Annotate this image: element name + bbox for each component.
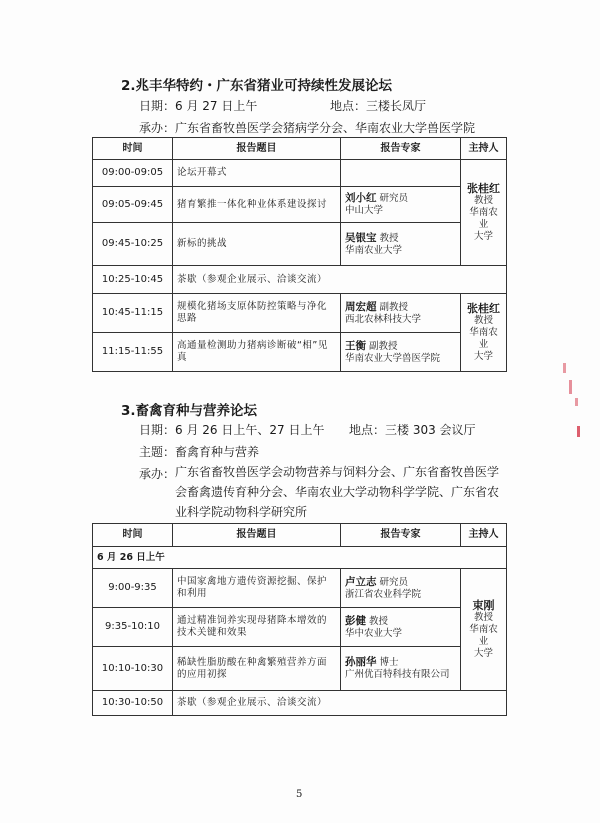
- stamp-mark: [569, 380, 572, 394]
- host-name: 束刚: [472, 598, 495, 612]
- date-label: 日期：: [139, 423, 176, 437]
- section2-title: 2.兆丰华特约・广东省猪业可持续性发展论坛: [121, 78, 393, 94]
- table-row: [93, 223, 507, 266]
- venue-label: 地点：: [349, 423, 386, 437]
- expert-title: 教授: [369, 615, 389, 627]
- table-row: [93, 569, 507, 608]
- row-time: 10:45-11:15: [93, 294, 173, 333]
- host-org-line2: 大学: [473, 647, 493, 659]
- row-expert: [341, 569, 461, 608]
- row-time: 11:15-11:55: [93, 333, 173, 372]
- row-time: 09:45-10:25: [93, 223, 173, 266]
- expert-name: 孙丽华: [345, 656, 377, 668]
- table-row-break: [93, 691, 507, 716]
- table-header-row: [93, 524, 507, 547]
- table-row: [93, 333, 507, 372]
- row-time: 09:00-09:05: [93, 160, 173, 187]
- stamp-mark: [575, 398, 578, 406]
- host-org-line2: 大学: [473, 350, 493, 362]
- row-topic: 稀缺性脂肪酸在种禽繁殖营养方面的应用初探: [173, 647, 341, 691]
- section3-organizer-label: 承办：: [139, 467, 176, 481]
- organizer-line: 广东省畜牧兽医学会动物营养与饲料分会、广东省畜牧兽医学: [175, 465, 500, 479]
- header-time: 时间: [93, 138, 173, 160]
- header-topic: 报告题目: [173, 138, 341, 160]
- row-topic: 茶歇（参观企业展示、洽谈交流）: [173, 266, 507, 294]
- table-row: [93, 608, 507, 647]
- expert-org: 中山大学: [345, 205, 384, 216]
- section3-theme: [139, 443, 259, 460]
- expert-name: 周宏超: [345, 300, 377, 313]
- row-time: 10:25-10:45: [93, 266, 173, 294]
- host-title: 教授: [473, 194, 493, 206]
- header-time: 时间: [93, 524, 173, 547]
- organizer-line: 会畜禽遗传育种分会、华南农业大学动物科学学院、广东省农: [175, 485, 500, 499]
- row-time: 10:30-10:50: [93, 691, 173, 716]
- row-topic: 规模化猪场支原体防控策略与净化思路: [173, 294, 341, 333]
- expert-name: 王衡: [345, 339, 366, 352]
- expert-org: 华南农业大学: [345, 244, 403, 256]
- row-topic: 中国家禽地方遗传资源挖掘、保护和利用: [173, 569, 341, 608]
- row-time: 9:35-10:10: [93, 608, 173, 647]
- page-number: 5: [296, 789, 303, 800]
- row-expert: [341, 223, 461, 266]
- stamp-mark: [563, 363, 566, 373]
- row-topic: 通过精准饲养实现母猪降本增效的技术关键和效果: [173, 608, 341, 647]
- expert-org: 广州优百特科技有限公司: [345, 669, 450, 680]
- section3-date: [139, 421, 324, 438]
- row-expert: [341, 333, 461, 372]
- table-date-row: [93, 547, 507, 569]
- host-title: 教授: [473, 611, 493, 623]
- table-row: [93, 187, 507, 223]
- host-name: 张桂红: [467, 301, 500, 315]
- venue-value: 三楼 303 会议厅: [385, 423, 476, 437]
- theme-label: 主题：: [139, 445, 176, 459]
- expert-name: 刘小红: [345, 192, 377, 204]
- section3-title: 3.畜禽育种与营养论坛: [121, 403, 258, 419]
- row-time: 9:00-9:35: [93, 569, 173, 608]
- row-expert: [341, 160, 461, 187]
- expert-title: 副教授: [379, 301, 409, 313]
- host-cell: [461, 160, 507, 266]
- expert-title: 教授: [379, 232, 399, 244]
- expert-org: 华南农业大学兽医学院: [345, 352, 441, 364]
- section2-venue: [330, 97, 426, 114]
- venue-value: 三楼长凤厅: [366, 99, 427, 113]
- row-topic: 茶歇（参观企业展示、洽谈交流）: [173, 691, 507, 716]
- expert-title: 副教授: [369, 340, 398, 352]
- row-topic: 猪育繁推一体化种业体系建设探讨: [173, 187, 341, 223]
- host-org-line1: 华南农业: [469, 623, 498, 647]
- header-host: 主持人: [461, 138, 507, 160]
- venue-label: 地点：: [330, 99, 367, 113]
- section3-organizer-text: [175, 462, 515, 522]
- table-row: [93, 647, 507, 691]
- header-expert: 报告专家: [341, 524, 461, 547]
- row-expert: [341, 294, 461, 333]
- host-org-line1: 华南农业: [469, 206, 498, 230]
- row-topic: 高通量检测助力猪病诊断破“相”见真: [173, 333, 341, 372]
- organizer-label: 承办：: [139, 121, 176, 135]
- section3-schedule-table: [92, 523, 507, 716]
- row-time: 09:05-09:45: [93, 187, 173, 223]
- header-expert: 报告专家: [341, 138, 461, 160]
- date-value: 6 月 26 日上午、27 日上午: [175, 423, 325, 437]
- expert-title: 研究员: [379, 576, 409, 588]
- expert-title: 研究员: [379, 193, 409, 204]
- expert-name: 吴银宝: [345, 231, 377, 244]
- expert-name: 彭健: [345, 614, 366, 627]
- organizer-value: 广东省畜牧兽医学会猪病学分会、华南农业大学兽医学院: [175, 121, 476, 135]
- date-row: 6 月 26 日上午: [93, 547, 507, 569]
- date-label: 日期：: [139, 99, 176, 113]
- stamp-mark: [577, 426, 580, 437]
- table-row-break: [93, 266, 507, 294]
- expert-org: 浙江省农业科学院: [345, 588, 422, 600]
- section2-date: [139, 97, 257, 114]
- section2-organizer: [139, 119, 475, 136]
- table-header-row: [93, 138, 507, 160]
- expert-org: 西北农林科技大学: [345, 313, 422, 325]
- host-name: 张桂红: [467, 181, 500, 195]
- date-value: 6 月 27 日上午: [175, 99, 258, 113]
- theme-value: 畜禽育种与营养: [175, 445, 260, 459]
- expert-org: 华中农业大学: [345, 627, 403, 639]
- row-topic: 论坛开幕式: [173, 160, 341, 187]
- row-topic: 新标的挑战: [173, 223, 341, 266]
- header-topic: 报告题目: [173, 524, 341, 547]
- table-row: [93, 160, 507, 187]
- row-expert: [341, 187, 461, 223]
- header-host: 主持人: [461, 524, 507, 547]
- row-time: 10:10-10:30: [93, 647, 173, 691]
- host-org-line1: 华南农业: [469, 326, 498, 350]
- row-expert: [341, 647, 461, 691]
- organizer-line: 业科学院动物科学研究所: [175, 505, 308, 519]
- table-row: [93, 294, 507, 333]
- section2-schedule-table: [92, 137, 507, 372]
- host-cell: [461, 294, 507, 372]
- row-expert: [341, 608, 461, 647]
- section3-venue: [349, 421, 476, 438]
- host-org-line2: 大学: [473, 230, 493, 242]
- expert-name: 卢立志: [345, 575, 377, 588]
- host-title: 教授: [473, 314, 493, 326]
- expert-title: 博士: [379, 657, 399, 668]
- host-cell: [461, 569, 507, 691]
